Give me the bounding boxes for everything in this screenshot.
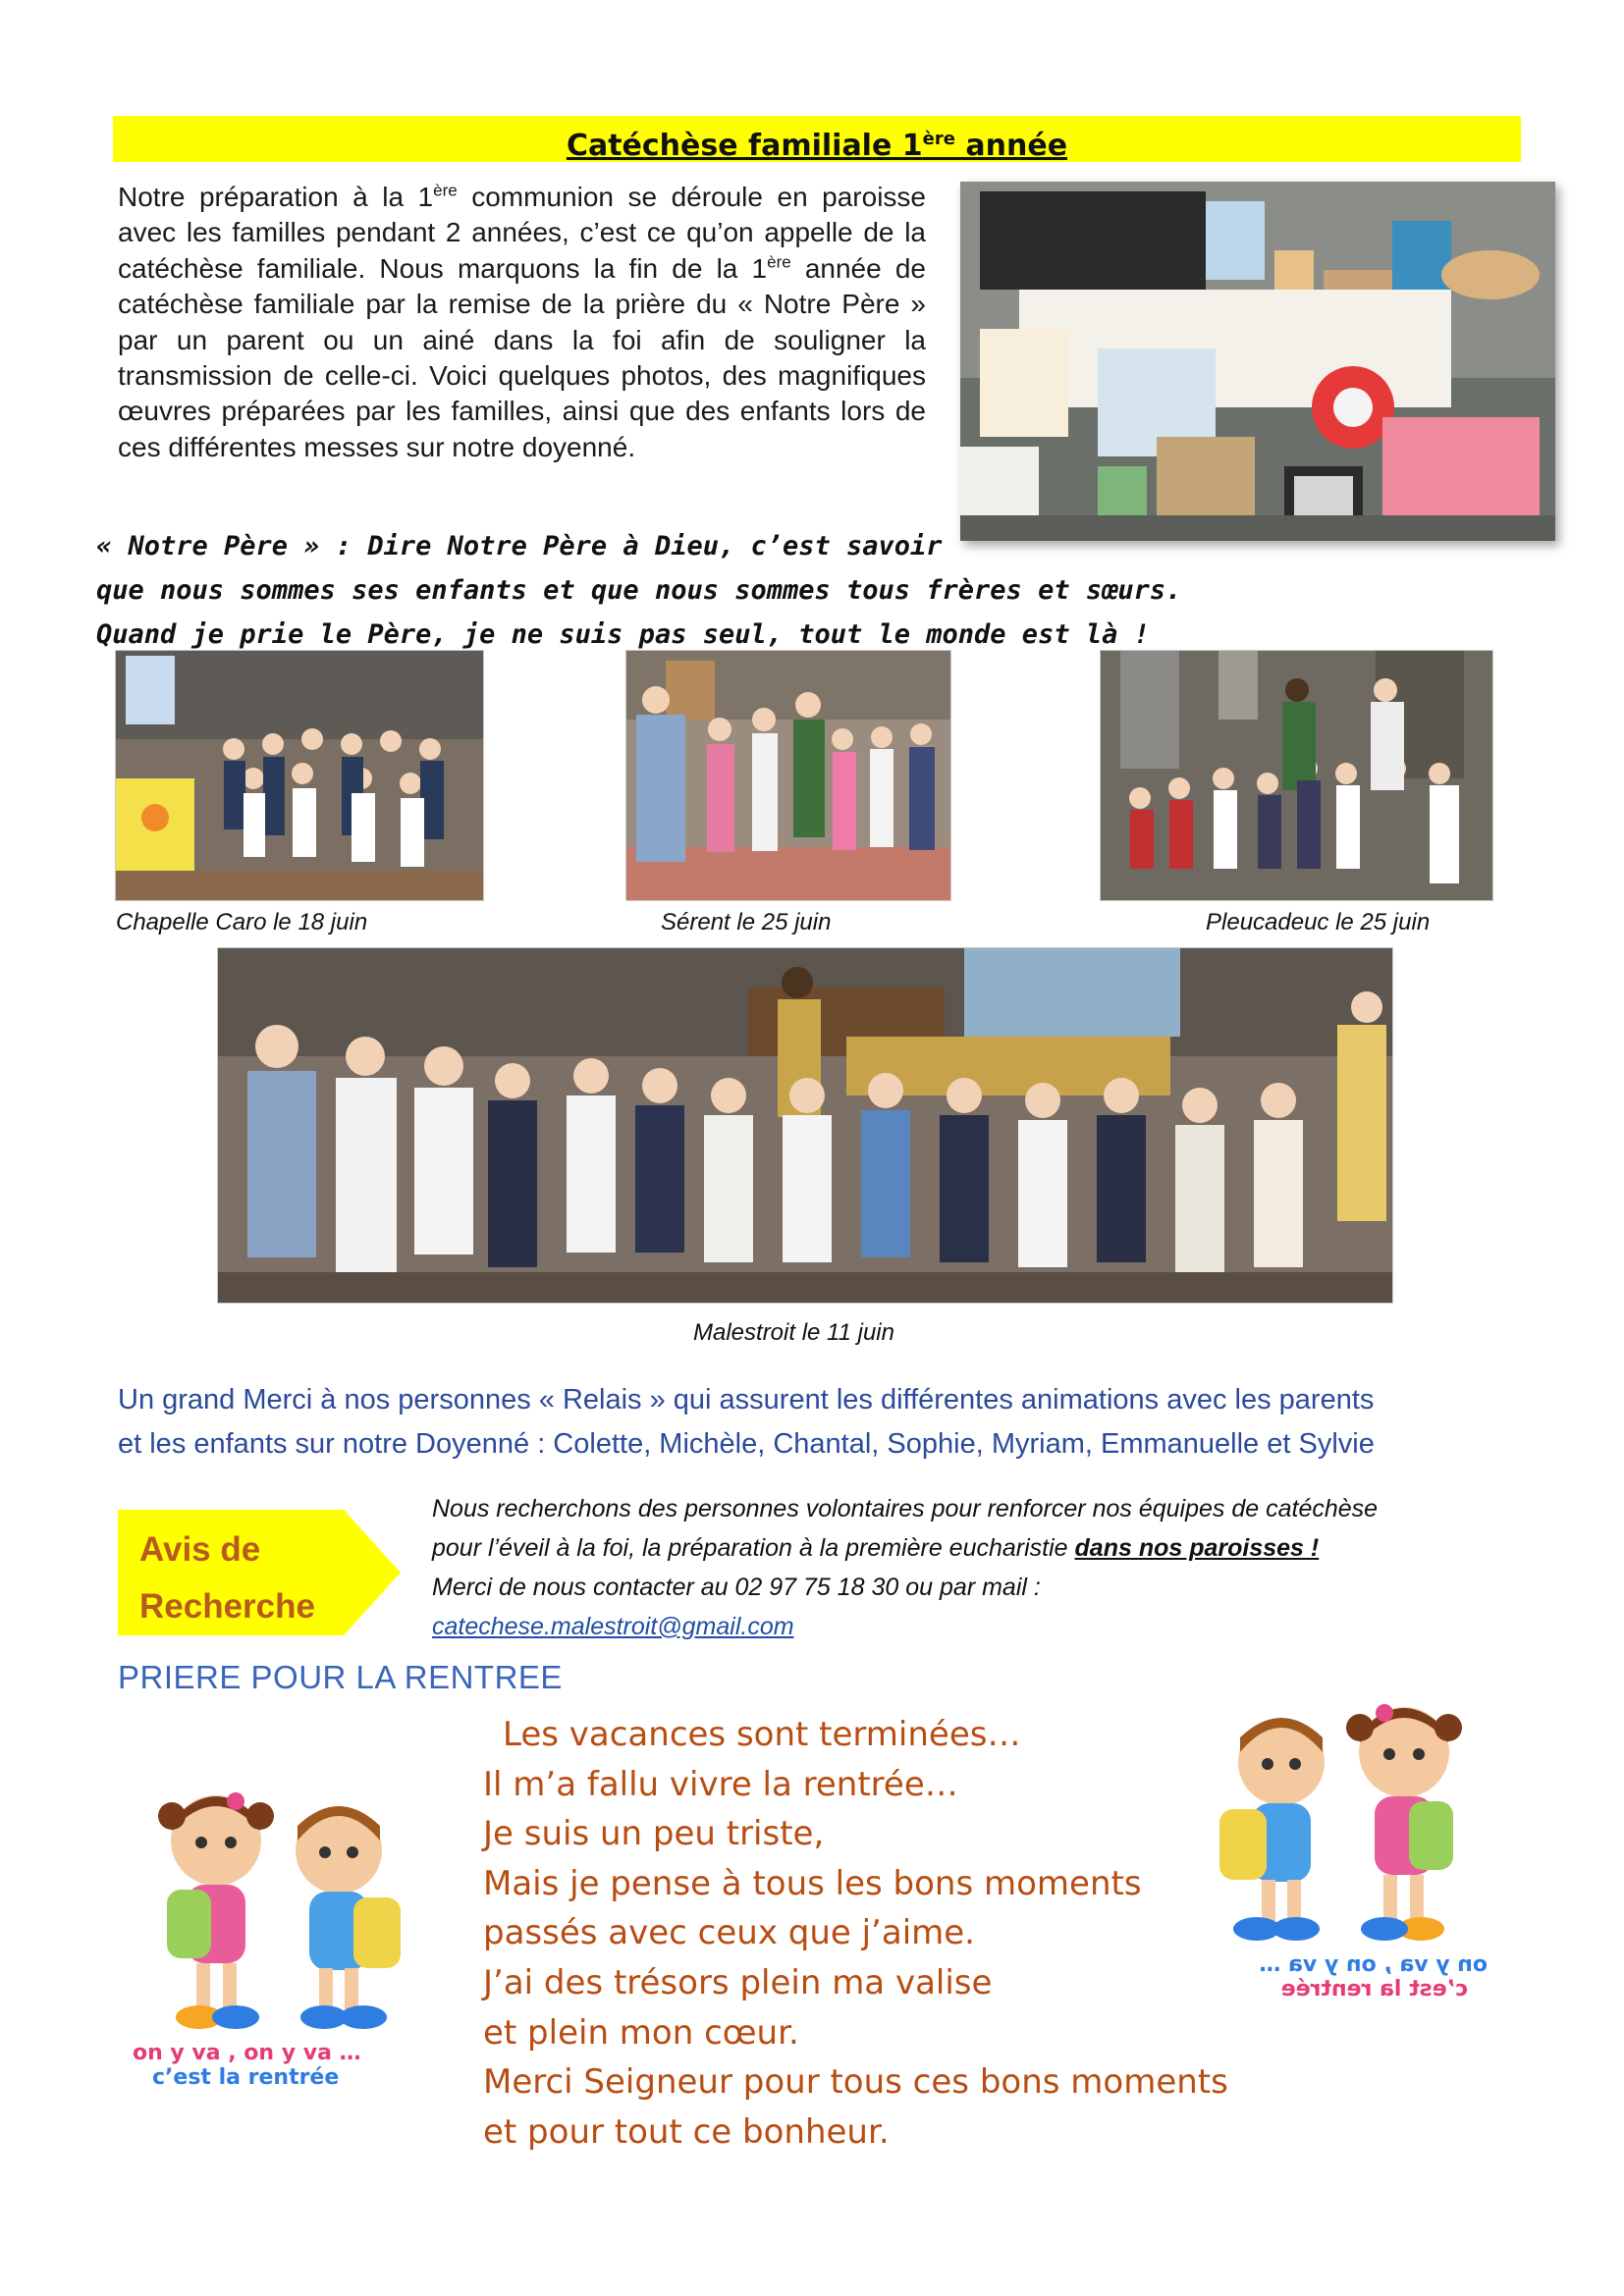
prayer-title: PRIERE POUR LA RENTREE — [118, 1659, 563, 1695]
artwork-table-photo — [960, 182, 1555, 541]
photo-chapelle-caro — [116, 651, 483, 900]
avis-description: Nous recherchons des personnes volontaires pour renforcer nos équipes de catéchèse pour l’éveil à la foi, la préparation à la première eucharistie dans nos paroisses ! Merci de nous contacter au 02 97 75 18 30 ou par mail : catechese.malestroit@gmail.com — [432, 1495, 1379, 1640]
intro-paragraph: Notre préparation à la 1ère communion se déroule en paroisse avec les familles pendant 2 années, c’est ce qu’on appelle de la catéchèse familiale. Nous marquons la fin de la 1ère année de catéchèse familiale par la remise de la prière du « Notre Père » par un parent ou un ainé dans la foi afin de souligner la transmission de celle-ci. Voici quelques photos, des magnifiques œuvres préparées par les familles, ainsi que des enfants lors de ces différentes messes sur notre doyenné. — [118, 181, 926, 462]
caption-chapelle-caro: Chapelle Caro le 18 juin — [116, 909, 368, 935]
photo-malestroit — [218, 948, 1392, 1303]
photo-serent — [626, 651, 950, 900]
title-bar — [113, 116, 1521, 162]
notre-pere-quote: « Notre Père » : Dire Notre Père à Dieu, c’est savoir que nous sommes ses enfants et que nous sommes tous frères et sœurs. Quand je prie le Père, je ne suis pas seul, tout le monde est là ! — [96, 531, 1182, 650]
caption-serent: Sérent le 25 juin — [661, 909, 832, 935]
children-clipart-left: on y va , on y va … c’est la rentrée — [133, 1782, 427, 2135]
page-title: Catéchèse familiale 1ère année — [566, 129, 1068, 163]
children-clipart-right: on y va , on y va … c’est la rentrée — [1193, 1693, 1488, 2047]
email-link[interactable]: catechese.malestroit@gmail.com — [432, 1613, 794, 1640]
avis-label: Avis de Recherche — [139, 1530, 315, 1626]
photo-pleucadeuc — [1101, 651, 1492, 900]
caption-pleucadeuc: Pleucadeuc le 25 juin — [1206, 909, 1431, 935]
caption-malestroit: Malestroit le 11 juin — [693, 1319, 894, 1346]
avis-de-recherche-banner — [118, 1510, 401, 1635]
thanks-paragraph: Un grand Merci à nos personnes « Relais » qui assurent les différentes animations avec les parents et les enfants sur notre Doyenné : Colette, Michèle, Chantal, Sophie, Myriam, Emmanuelle et Sylvie — [118, 1384, 1375, 1460]
prayer-text: Les vacances sont terminées… Il m’a fallu vivre la rentrée… Je suis un peu triste, Mais je pense à tous les bons moments passés avec ceux que j’aime. J’ai des trésors plein ma valise et plein mon cœur. Merci Seigneur pour tous ces bons moments et pour tout ce bonheur. — [483, 1715, 1228, 2152]
